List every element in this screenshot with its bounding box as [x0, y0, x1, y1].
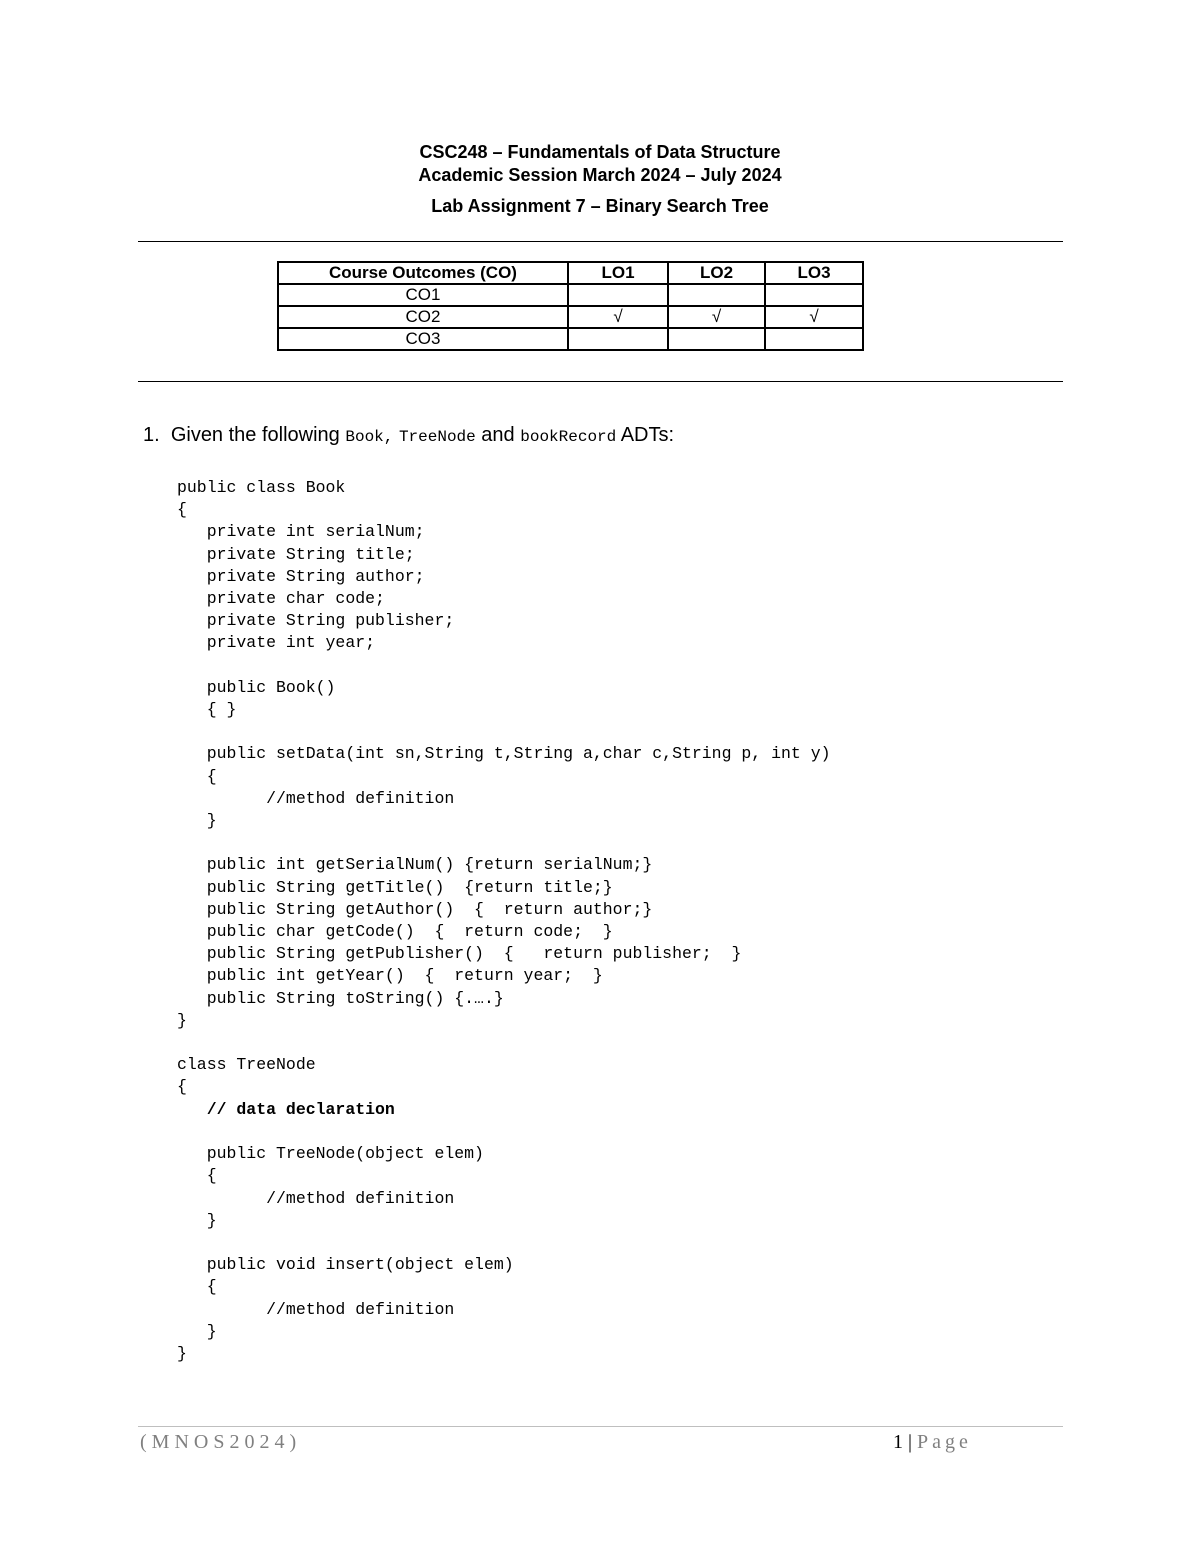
question-text-and: and [475, 424, 521, 446]
table-cell: √ [668, 306, 765, 328]
code-line: //method definition [177, 1188, 455, 1208]
code-line: { } [177, 700, 237, 720]
table-cell: √ [568, 306, 668, 328]
code-block [177, 477, 831, 1365]
code-line: //method definition [177, 788, 455, 808]
header-cell: LO2 [668, 262, 765, 284]
adt-bookrecord: bookRecord [520, 428, 617, 446]
code-line: { [177, 500, 187, 520]
code-line: public Book() [177, 677, 336, 697]
academic-session: Academic Session March 2024 – July 2024 [418, 165, 782, 185]
code-line: public String getAuthor() { return author;} [177, 899, 653, 919]
table-cell: CO3 [278, 328, 568, 350]
code-line: public setData(int sn,String t,String a,char c,String p, int y) [177, 744, 831, 764]
code-line: } [177, 811, 217, 831]
table-cell [568, 284, 668, 306]
assignment-title: Lab Assignment 7 – Binary Search Tree [431, 196, 769, 216]
code-line: { [177, 1077, 187, 1097]
footer-separator: | [908, 1431, 913, 1453]
footer-divider [138, 1426, 1063, 1427]
table-cell [765, 328, 863, 350]
code-line: private String title; [177, 544, 415, 564]
code-line: private int year; [177, 633, 376, 653]
page-number: 1 [893, 1431, 903, 1453]
code-line: public class Book [177, 478, 346, 497]
code-line: public int getSerialNum() {return serialNum;} [177, 855, 653, 875]
question-text: Given the following [170, 424, 346, 446]
code-line: private int serialNum; [177, 522, 425, 542]
question-1 [143, 424, 674, 447]
table-row [278, 284, 863, 306]
adt-treenode: TreeNode [398, 428, 476, 446]
table-cell: CO2 [278, 306, 568, 328]
header-cell: Course Outcomes (CO) [278, 262, 568, 284]
page-label: Page [917, 1431, 972, 1453]
table-cell [765, 284, 863, 306]
course-outcomes-table [277, 261, 864, 351]
code-line: public int getYear() { return year; } [177, 966, 603, 986]
code-line: public String getTitle() {return title;} [177, 877, 613, 897]
header-cell: LO1 [568, 262, 668, 284]
table-row [278, 328, 863, 350]
top-divider [138, 241, 1063, 242]
bottom-divider [138, 381, 1063, 382]
header-cell: LO3 [765, 262, 863, 284]
table-cell [568, 328, 668, 350]
table-cell: CO1 [278, 284, 568, 306]
code-line: } [177, 1010, 187, 1030]
code-line: { [177, 766, 217, 786]
adt-book: Book, [345, 428, 394, 446]
code-line: public TreeNode(object elem) [177, 1144, 484, 1164]
table-cell [668, 284, 765, 306]
code-line: class TreeNode [177, 1055, 316, 1075]
code-line: { [177, 1277, 217, 1297]
code-line: private String publisher; [177, 611, 455, 631]
table-row [278, 306, 863, 328]
code-line: // data declaration [177, 1099, 395, 1119]
question-number: 1. [143, 424, 160, 446]
table-header-row [278, 262, 863, 284]
code-line: } [177, 1321, 217, 1341]
code-line: private String author; [177, 566, 425, 586]
code-line: public void insert(object elem) [177, 1255, 514, 1275]
code-line: { [177, 1166, 217, 1186]
code-line: private char code; [177, 589, 385, 609]
question-text-after: ADTs: [616, 424, 675, 446]
page-footer [893, 1431, 972, 1454]
code-line: public char getCode() { return code; } [177, 922, 613, 942]
course-title: CSC248 – Fundamentals of Data Structure [419, 142, 781, 162]
code-line: } [177, 1210, 217, 1230]
code-line: } [177, 1343, 187, 1363]
table-cell: √ [765, 306, 863, 328]
code-line: public String getPublisher() { return publisher; } [177, 944, 742, 964]
code-line: //method definition [177, 1299, 455, 1319]
code-line: public String toString() {.….} [177, 988, 504, 1008]
footer-code: (MNOS2024) [140, 1431, 302, 1453]
table-cell [668, 328, 765, 350]
